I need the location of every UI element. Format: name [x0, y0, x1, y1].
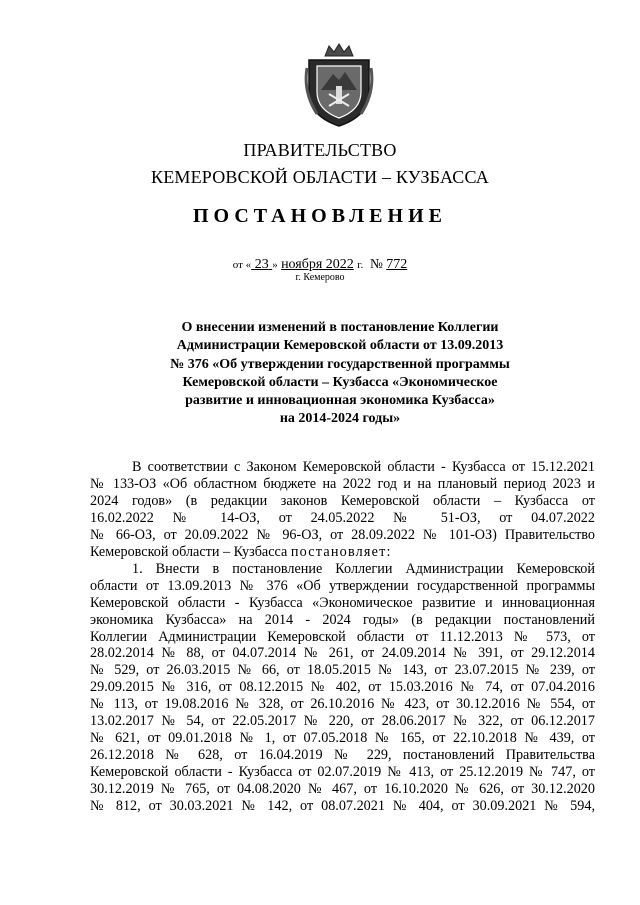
- body-line: Кемеровской области - Кузбасса «Экономическое развитие и инновационная: [90, 594, 595, 611]
- body-line: № 621, от 09.01.2018 № 1, от 07.05.2018 № 165, от 22.10.2018 № 439, от: [90, 730, 595, 747]
- body-line: [90, 544, 595, 561]
- date-mid: »: [272, 259, 278, 271]
- date-suffix: г.: [357, 259, 364, 271]
- number-label: №: [369, 256, 383, 271]
- title-line: О внесении изменений в постановление Коллегии: [181, 320, 499, 335]
- title-line: Администрации Кемеровской области от 13.09.2013: [176, 338, 504, 354]
- date-prefix: от «: [232, 259, 252, 271]
- body-line: № 66-ОЗ, от 20.09.2022 № 96-ОЗ, от 28.09.2022 № 101-ОЗ) Правительство: [90, 526, 595, 543]
- body-line: 13.02.2017 № 54, от 22.05.2017 № 220, от 28.06.2017 № 322, от 06.12.2017: [90, 713, 595, 730]
- resolution-word: постановляет:: [290, 543, 392, 560]
- title-line: развитие и инновационная экономика Кузбасса»: [185, 393, 495, 409]
- document-title: [140, 319, 540, 429]
- government-name-line1: ПРАВИТЕЛЬСТВО: [243, 140, 397, 160]
- body-line: 28.02.2014 № 88, от 04.07.2014 № 261, от 24.09.2014 № 391, от 29.12.2014: [90, 645, 595, 662]
- body-line: области от 13.09.2013 № 376 «Об утверждении государственной программы: [90, 577, 595, 594]
- body-line: № 812, от 30.03.2021 № 142, от 08.07.2021 № 404, от 30.09.2021 № 594,: [90, 798, 595, 815]
- body-line: 16.02.2022 № 14-ОЗ, от 24.05.2022 № 51-ОЗ, от 04.07.2022: [90, 509, 595, 526]
- body-line: 2024 годов» (в редакции законов Кемеровской области – Кузбасса от: [90, 492, 595, 509]
- body-line: № 529, от 26.03.2015 № 66, от 18.05.2015 № 143, от 23.07.2015 № 239, от: [90, 662, 595, 679]
- coat-of-arms-emblem: [303, 42, 375, 128]
- document-number: 772: [386, 257, 408, 272]
- document-date-line: [0, 256, 640, 273]
- body-line: экономика Кузбасса» на 2014 - 2024 годы» (в редакции постановлений: [90, 611, 595, 628]
- title-line: Кемеровской области – Кузбасса «Экономическое: [182, 374, 498, 390]
- body-text: Кемеровской области – Кузбасса: [90, 543, 288, 560]
- body-line: 29.09.2015 № 316, от 08.12.2015 № 402, от 15.03.2016 № 74, от 07.04.2016: [90, 679, 595, 696]
- government-name-line2: КЕМЕРОВСКОЙ ОБЛАСТИ – КУЗБАССА: [151, 167, 489, 187]
- body-line: 1. Внести в постановление Коллегии Администрации Кемеровской: [132, 560, 595, 577]
- body-line: 26.12.2018 № 628, от 16.04.2019 № 229, постановлений Правительства: [90, 747, 595, 764]
- body-line: № 133-ОЗ «Об областном бюджете на 2022 год и на плановый период 2023 и: [90, 475, 595, 492]
- body-line: Коллегии Администрации Кемеровской области от 11.12.2013 № 573, от: [90, 628, 595, 645]
- document-body: [90, 459, 595, 815]
- title-line: № 376 «Об утверждении государственной программы: [170, 356, 510, 372]
- document-type: ПОСТАНОВЛЕНИЕ: [193, 205, 447, 227]
- body-line: Кемеровской области - Кузбасса от 02.07.2019 № 413, от 25.12.2019 № 747, от: [90, 764, 595, 781]
- body-line: 30.12.2019 № 765, от 04.08.2020 № 467, от 16.10.2020 № 626, от 30.12.2020: [90, 781, 595, 798]
- date-month-year: ноября 2022: [281, 257, 354, 272]
- title-line: на 2014-2024 годы»: [279, 411, 401, 427]
- body-line: № 113, от 19.08.2016 № 328, от 26.10.2016 № 423, от 30.12.2016 № 554, от: [90, 696, 595, 713]
- city: г. Кемерово: [295, 272, 345, 283]
- date-day: 23: [254, 257, 269, 272]
- body-line: В соответствии с Законом Кемеровской области - Кузбасса от 15.12.2021: [132, 459, 595, 475]
